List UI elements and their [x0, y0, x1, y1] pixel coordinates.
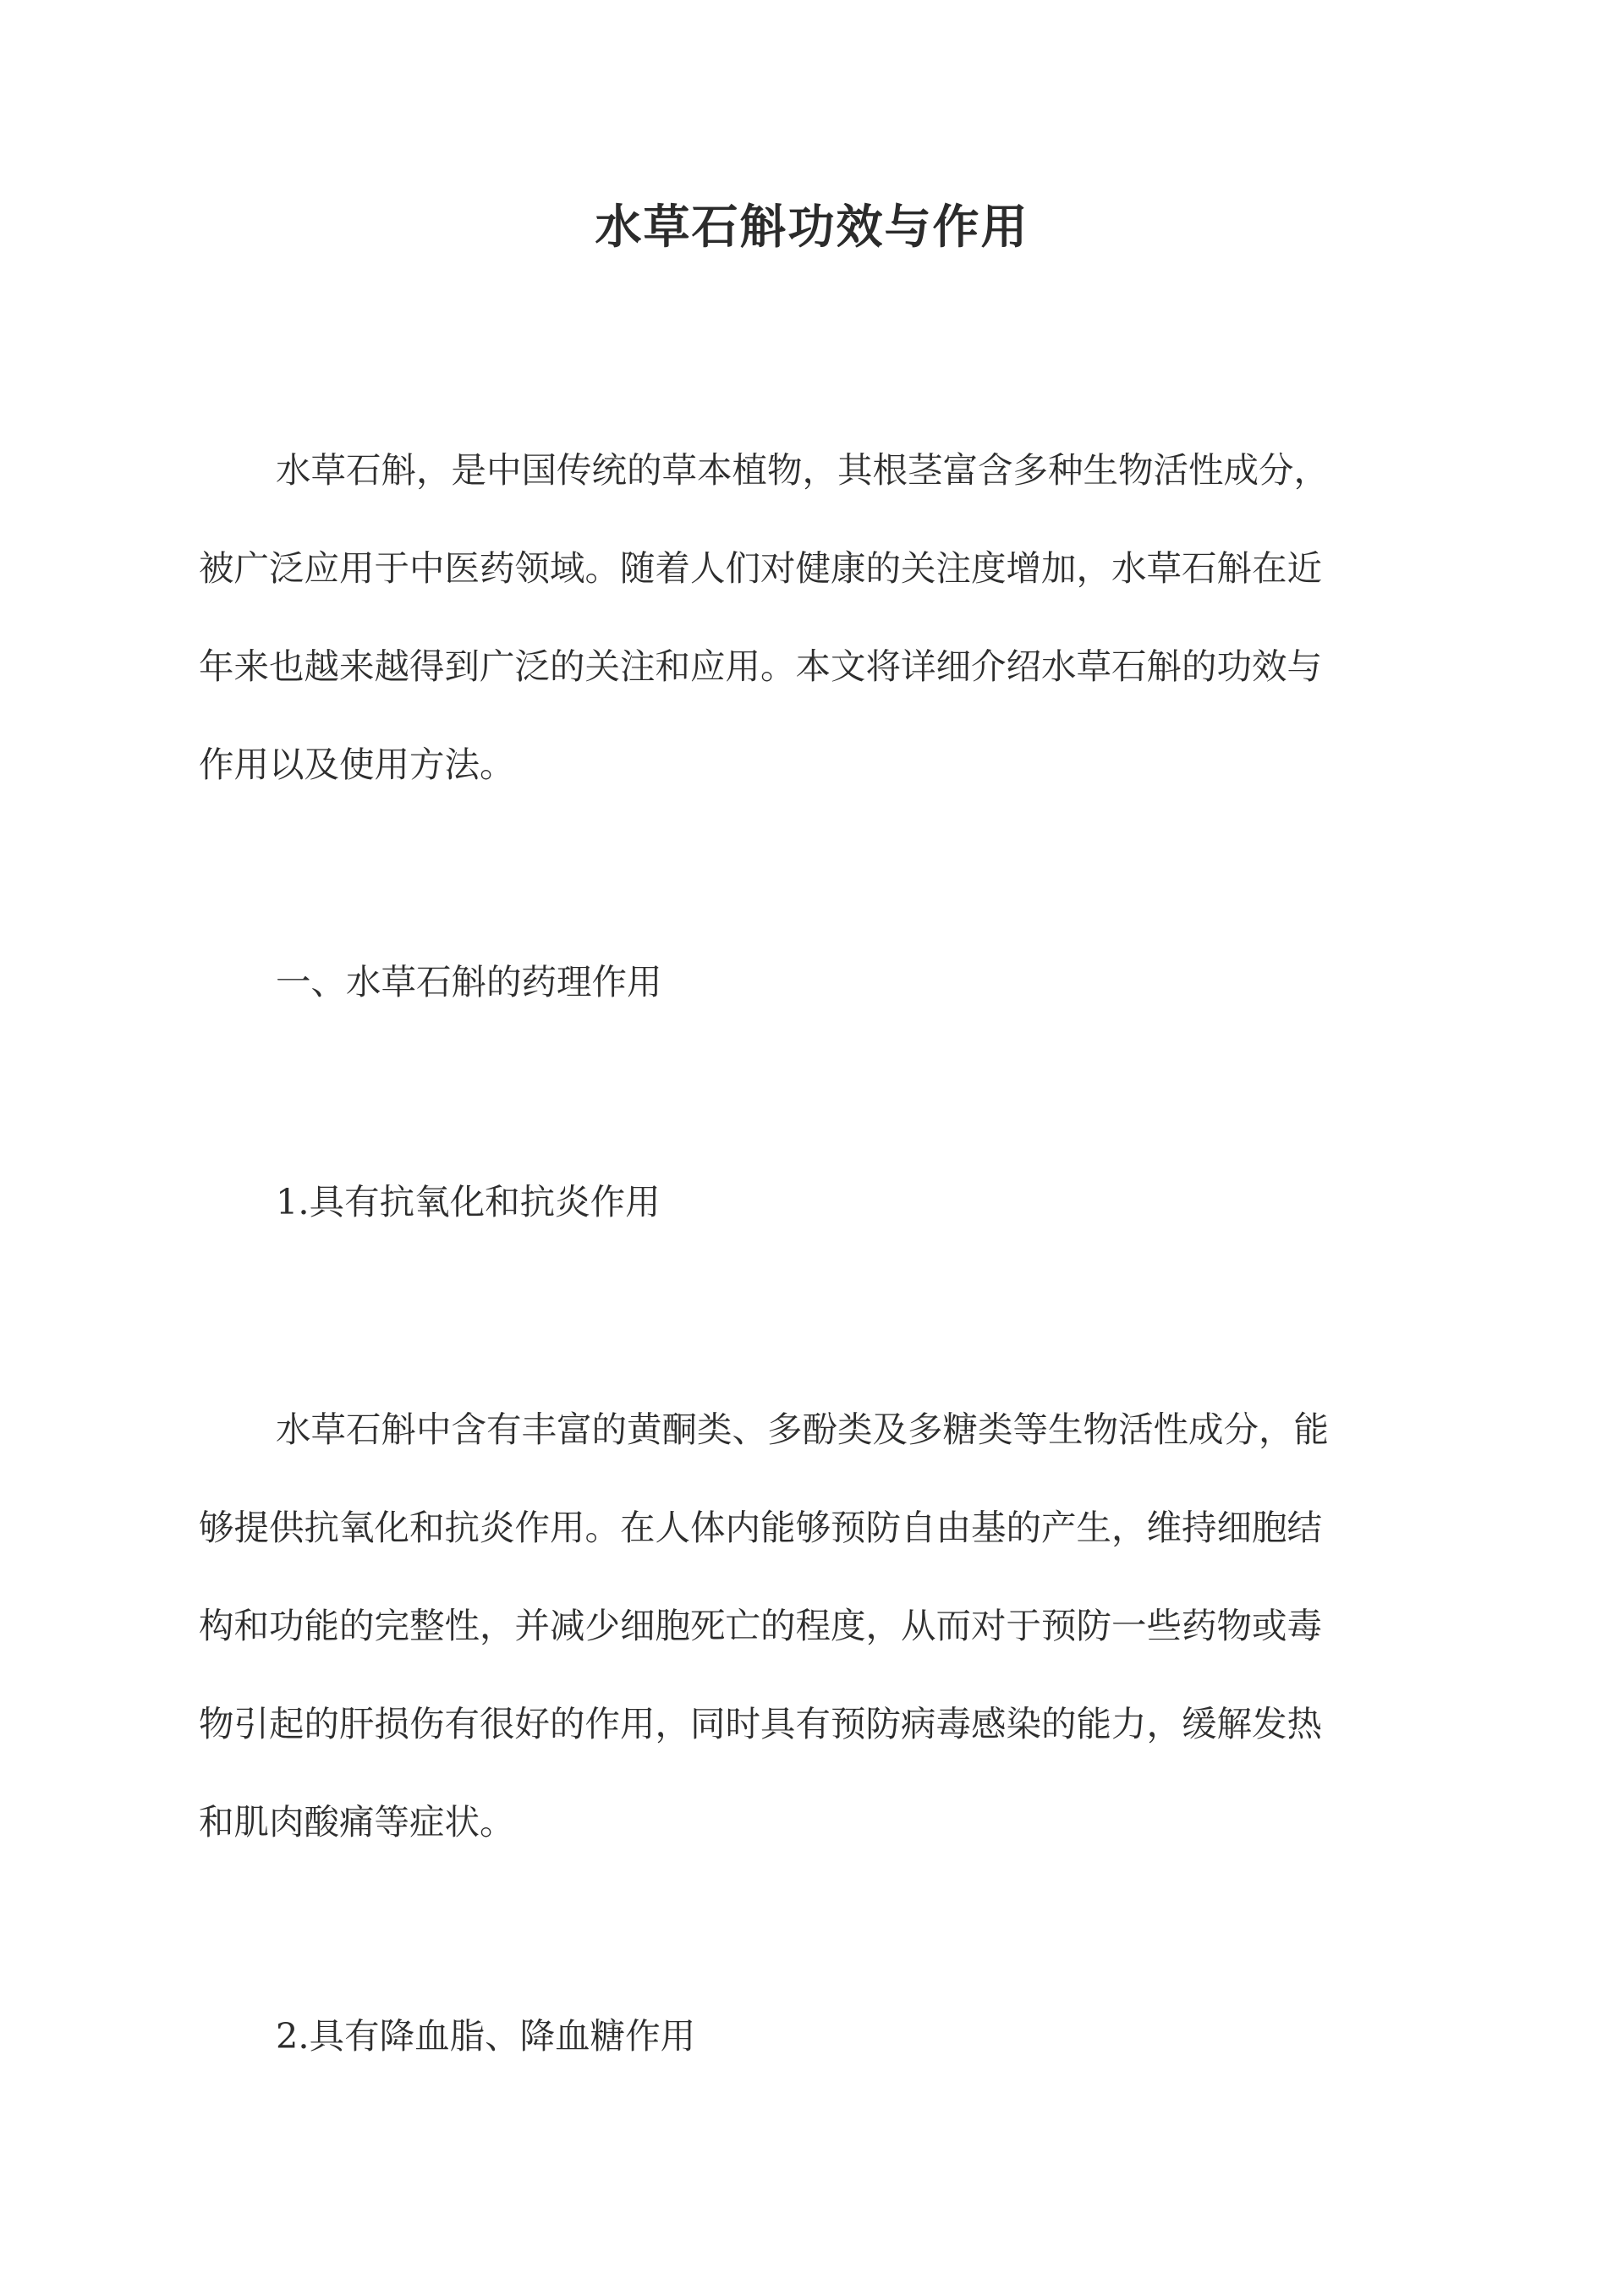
paragraph-line: 年来也越来越得到广泛的关注和应用。本文将详细介绍水草石斛的功效与 [199, 645, 1323, 687]
paragraph-line: 作用以及使用方法。 [199, 744, 515, 785]
paragraph-line: 够提供抗氧化和抗炎作用。在人体内能够预防自由基的产生，维持细胞结 [199, 1507, 1323, 1548]
paragraph-line: 和肌肉酸痛等症状。 [199, 1801, 515, 1843]
subsection-heading: 1.具有抗氧化和抗炎作用 [276, 1181, 661, 1222]
body-paragraph [199, 1381, 1425, 1871]
intro-paragraph [199, 421, 1425, 814]
paragraph-line: 水草石斛中含有丰富的黄酮类、多酚类及多糖类等生物活性成分，能 [276, 1409, 1330, 1450]
section-heading: 一、水草石斛的药理作用 [276, 961, 662, 1002]
paragraph-line: 被广泛应用于中医药领域。随着人们对健康的关注度增加，水草石斛在近 [199, 547, 1323, 589]
document-title: 水草石斛功效与作用 [595, 199, 1029, 254]
subsection-heading: 2.具有降血脂、降血糖作用 [276, 2015, 696, 2057]
paragraph-line: 物引起的肝损伤有很好的作用，同时具有预防病毒感染的能力，缓解发热 [199, 1703, 1323, 1744]
paragraph-line: 水草石斛，是中国传统的草本植物，其根茎富含多种生物活性成分， [276, 449, 1330, 491]
paragraph-line: 构和功能的完整性，并减少细胞死亡的程度，从而对于预防一些药物或毒 [199, 1605, 1323, 1646]
